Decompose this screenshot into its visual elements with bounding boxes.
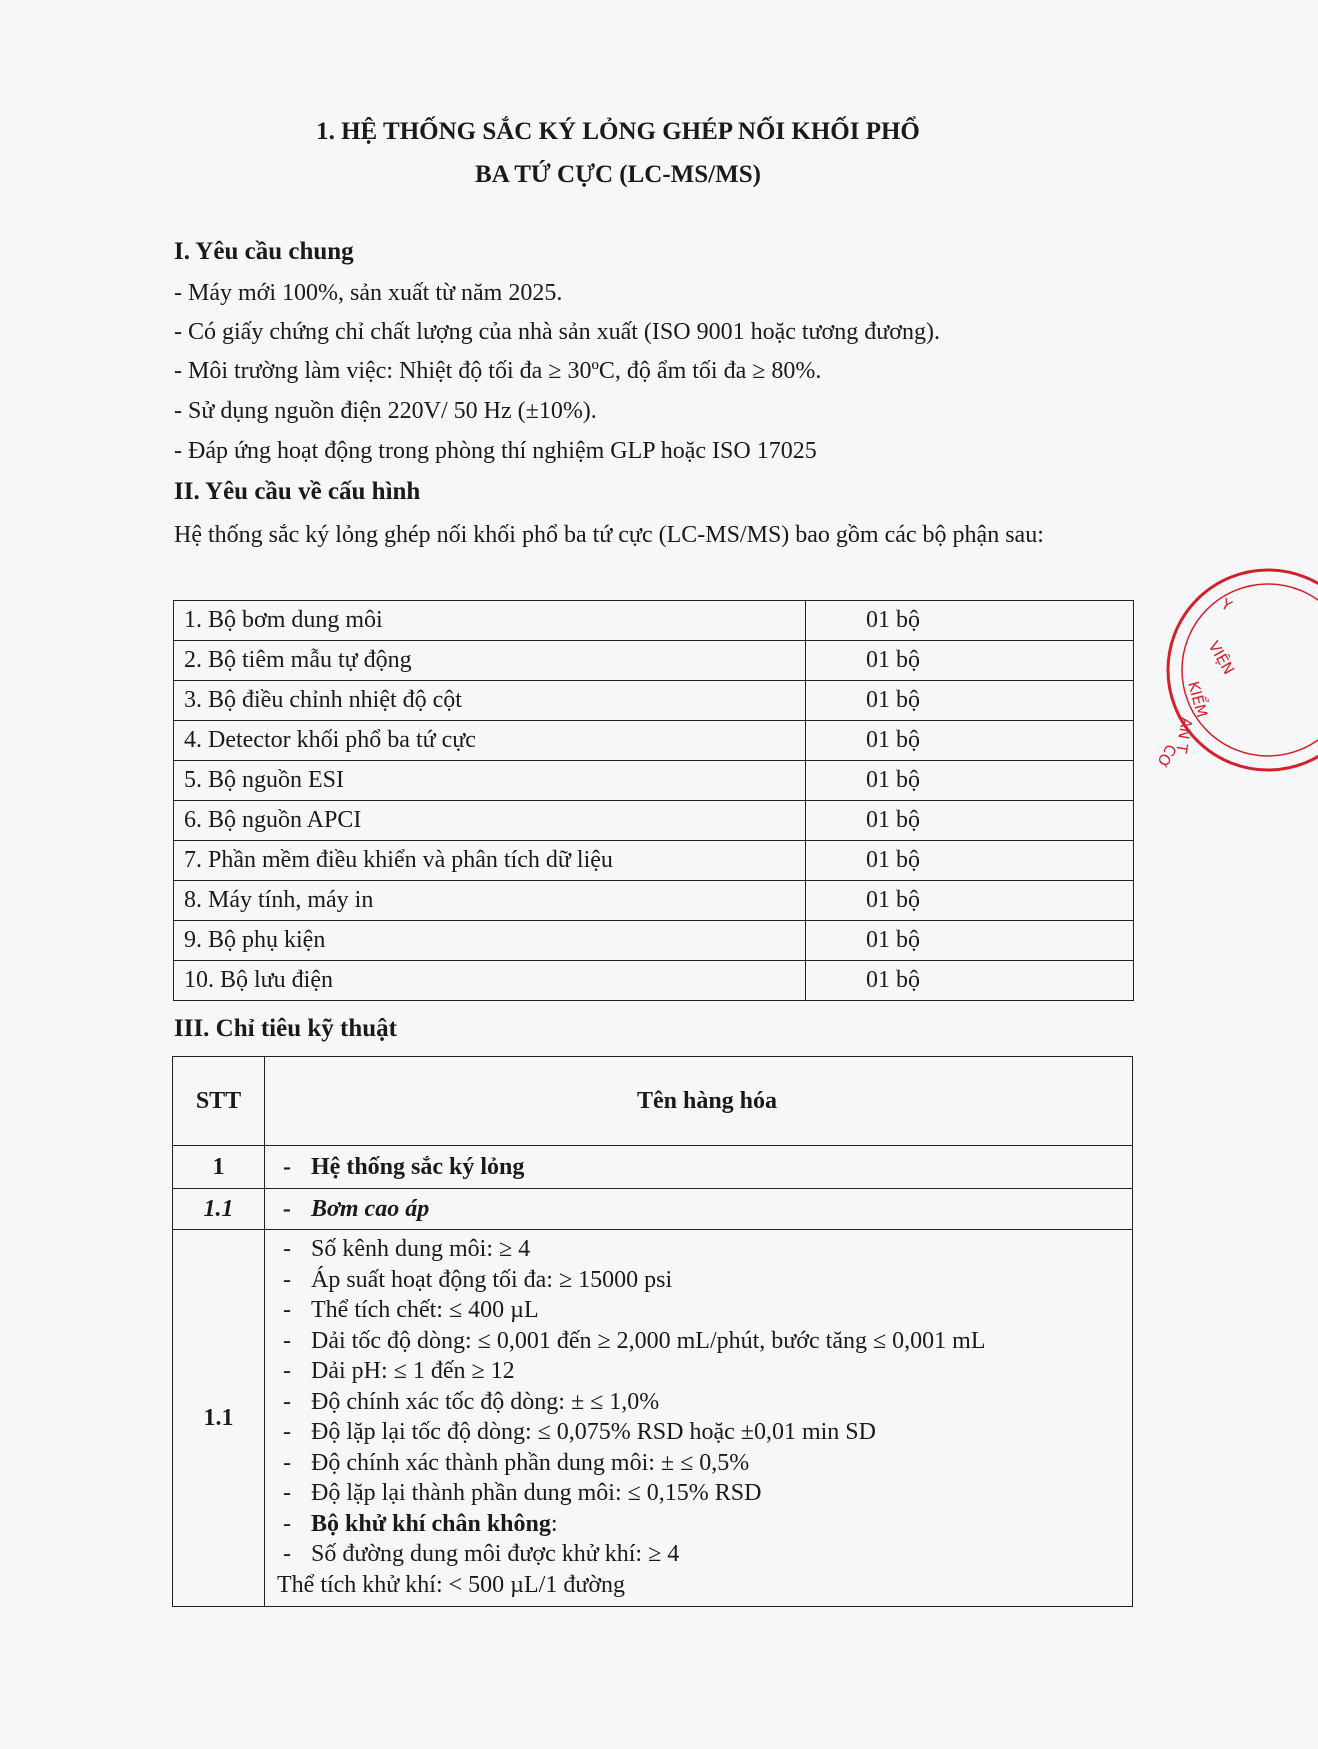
row-name-text: Bơm cao áp bbox=[311, 1195, 430, 1222]
component-quantity: 01 bộ bbox=[806, 721, 1134, 761]
row-stt: 1 bbox=[173, 1146, 265, 1189]
spec-item: - Độ lặp lại thành phần dung môi: ≤ 0,15% RSD bbox=[283, 1480, 762, 1506]
spec-item: - Độ chính xác thành phần dung môi: ± ≤ 0,5% bbox=[283, 1449, 750, 1476]
component-quantity: 01 bộ bbox=[806, 681, 1134, 721]
specification-table bbox=[172, 1056, 1133, 1607]
section-3-heading: III. Chỉ tiêu kỹ thuật bbox=[174, 1015, 397, 1042]
spec-list bbox=[265, 1230, 1133, 1607]
spec-item-last: Thể tích khử khí: < 500 µL/1 đường bbox=[277, 1571, 626, 1598]
spec-item: - Số kênh dung môi: ≥ 4 bbox=[283, 1236, 531, 1262]
component-quantity: 01 bộ bbox=[806, 601, 1134, 641]
requirement-line: - Máy mới 100%, sản xuất từ năm 2025. bbox=[174, 280, 563, 306]
table-row bbox=[174, 601, 1134, 641]
requirement-line: - Có giấy chứng chỉ chất lượng của nhà sản xuất (ISO 9001 hoặc tương đương). bbox=[174, 319, 940, 345]
table-row bbox=[174, 681, 1134, 721]
configuration-table bbox=[173, 600, 1134, 1001]
section-2-intro: Hệ thống sắc ký lỏng ghép nối khối phổ ba tứ cực (LC-MS/MS) bao gồm các bộ phận sau: bbox=[174, 522, 1044, 548]
requirement-line: - Môi trường làm việc: Nhiệt độ tối đa ≥ 30ºC, độ ẩm tối đa ≥ 80%. bbox=[174, 358, 822, 384]
component-name: 5. Bộ nguồn ESI bbox=[174, 761, 806, 801]
table-row bbox=[173, 1146, 1133, 1189]
row-stt: 1.1 bbox=[173, 1230, 265, 1607]
svg-text:Y: Y bbox=[1218, 594, 1235, 616]
component-name: 7. Phần mềm điều khiển và phân tích dữ liệu bbox=[174, 841, 806, 881]
section-1-heading: I. Yêu cầu chung bbox=[174, 238, 354, 265]
requirement-line: - Sử dụng nguồn điện 220V/ 50 Hz (±10%). bbox=[174, 398, 597, 424]
official-stamp-icon bbox=[1152, 565, 1318, 775]
component-name: 2. Bộ tiêm mẫu tự động bbox=[174, 641, 806, 681]
table-row bbox=[174, 921, 1134, 961]
spec-item: - Bộ khử khí chân không: bbox=[283, 1510, 558, 1537]
table-row bbox=[174, 841, 1134, 881]
bullet-dash: - bbox=[283, 1195, 291, 1222]
table-row bbox=[174, 641, 1134, 681]
component-quantity: 01 bộ bbox=[806, 961, 1134, 1001]
table-row bbox=[173, 1189, 1133, 1230]
component-name: 9. Bộ phụ kiện bbox=[174, 921, 806, 961]
document-title-line-2: BA TỨ CỰC (LC-MS/MS) bbox=[475, 161, 761, 188]
svg-text:KIỂM: KIỂM bbox=[1184, 679, 1212, 720]
column-header-stt: STT bbox=[173, 1057, 265, 1146]
table-row bbox=[174, 881, 1134, 921]
component-name: 3. Bộ điều chỉnh nhiệt độ cột bbox=[174, 681, 806, 721]
row-name bbox=[265, 1146, 1133, 1189]
component-name: 10. Bộ lưu điện bbox=[174, 961, 806, 1001]
column-header-name: Tên hàng hóa bbox=[265, 1057, 1133, 1146]
row-name-text: Hệ thống sắc ký lỏng bbox=[311, 1153, 525, 1180]
component-quantity: 01 bộ bbox=[806, 801, 1134, 841]
component-quantity: 01 bộ bbox=[806, 881, 1134, 921]
row-name bbox=[265, 1189, 1133, 1230]
component-quantity: 01 bộ bbox=[806, 761, 1134, 801]
table-row bbox=[174, 761, 1134, 801]
table-row bbox=[174, 801, 1134, 841]
component-quantity: 01 bộ bbox=[806, 641, 1134, 681]
component-name: 8. Máy tính, máy in bbox=[174, 881, 806, 921]
requirement-line: - Đáp ứng hoạt động trong phòng thí nghiệm GLP hoặc ISO 17025 bbox=[174, 438, 817, 464]
spec-item: - Dải tốc độ dòng: ≤ 0,001 đến ≥ 2,000 mL/phút, bước tăng ≤ 0,001 mL bbox=[283, 1327, 986, 1354]
row-stt: 1.1 bbox=[173, 1189, 265, 1230]
component-name: 4. Detector khối phổ ba tứ cực bbox=[174, 721, 806, 761]
spec-item: - Số đường dung môi được khử khí: ≥ 4 bbox=[283, 1541, 680, 1567]
spec-item: - Áp suất hoạt động tối đa: ≥ 15000 psi bbox=[283, 1266, 673, 1293]
section-2-heading: II. Yêu cầu về cấu hình bbox=[174, 478, 421, 505]
table-row bbox=[174, 721, 1134, 761]
spec-item: - Thể tích chết: ≤ 400 µL bbox=[283, 1297, 539, 1323]
spec-item: - Độ lặp lại tốc độ dòng: ≤ 0,075% RSD hoặc ±0,01 min SD bbox=[283, 1419, 876, 1445]
svg-text:CƠ: CƠ bbox=[1152, 741, 1181, 771]
bullet-dash: - bbox=[283, 1153, 291, 1180]
table-row bbox=[173, 1230, 1133, 1607]
document-title-line-1: 1. HỆ THỐNG SẮC KÝ LỎNG GHÉP NỐI KHỐI PHỔ bbox=[316, 118, 920, 145]
spec-item: - Dải pH: ≤ 1 đến ≥ 12 bbox=[283, 1358, 515, 1384]
svg-text:AN T: AN T bbox=[1171, 716, 1196, 755]
component-quantity: 01 bộ bbox=[806, 841, 1134, 881]
spec-item: - Độ chính xác tốc độ dòng: ± ≤ 1,0% bbox=[283, 1388, 660, 1415]
component-quantity: 01 bộ bbox=[806, 921, 1134, 961]
table-row bbox=[174, 961, 1134, 1001]
component-name: 6. Bộ nguồn APCI bbox=[174, 801, 806, 841]
table-header-row bbox=[173, 1057, 1133, 1146]
component-name: 1. Bộ bơm dung môi bbox=[174, 601, 806, 641]
svg-text:VIỆN: VIỆN bbox=[1204, 638, 1238, 678]
